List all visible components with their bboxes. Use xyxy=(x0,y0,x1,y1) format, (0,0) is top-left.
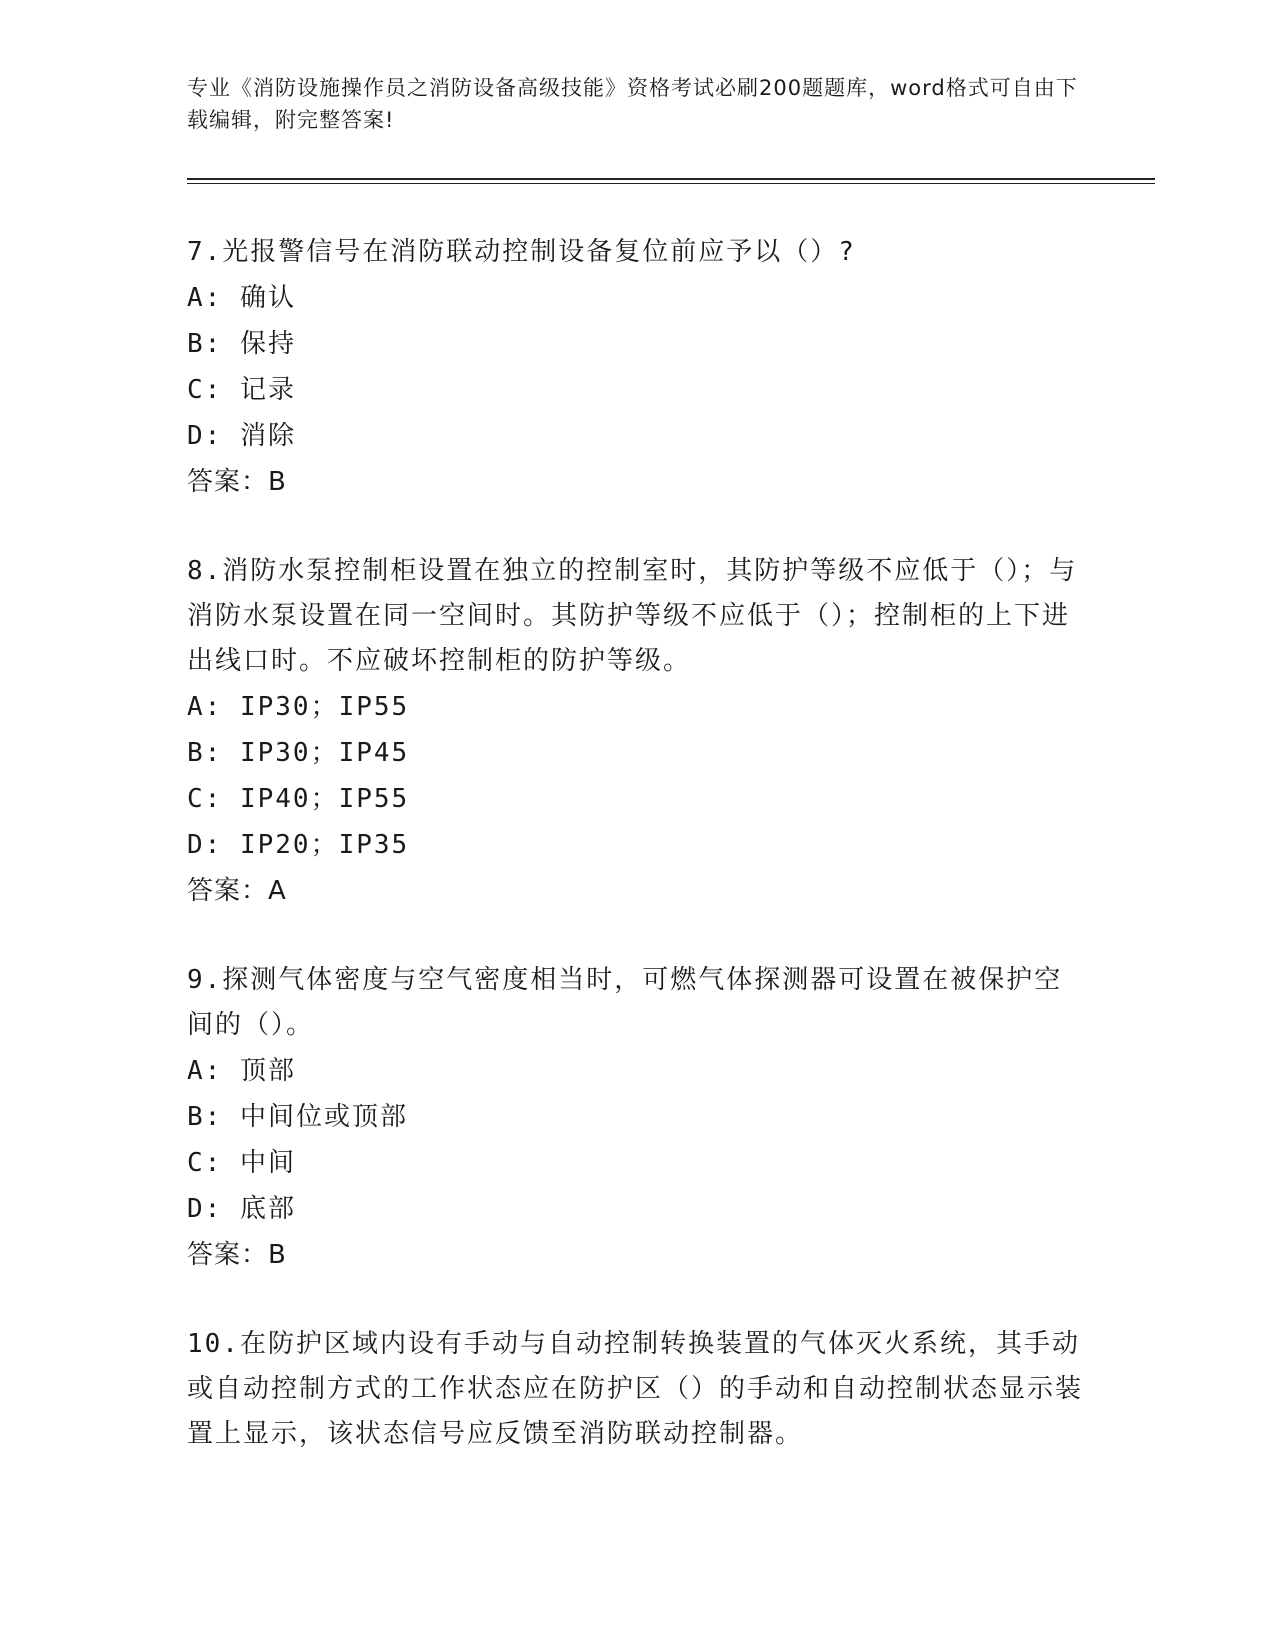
option-a: A: IP30；IP55 xyxy=(187,692,410,722)
option-c: C: IP40；IP55 xyxy=(187,784,410,814)
question-7 xyxy=(187,230,1087,505)
answer-line: 答案：B xyxy=(187,467,287,497)
question-8 xyxy=(187,549,1087,914)
answer-line: 答案：B xyxy=(187,1240,287,1270)
option-b: B: IP30；IP45 xyxy=(187,738,410,768)
option-c: C: 中间 xyxy=(187,1148,296,1178)
option-b: B: 保持 xyxy=(187,329,296,359)
option-d: D: 消除 xyxy=(187,421,296,451)
question-stem: 7.光报警信号在消防联动控制设备复位前应予以（）? xyxy=(187,237,856,267)
document-intro: 专业《消防设施操作员之消防设备高级技能》资格考试必刷200题题库，word格式可自由下载编辑，附完整答案! xyxy=(187,76,1078,132)
header-divider-thin xyxy=(187,183,1155,184)
question-10 xyxy=(187,1322,1087,1457)
option-a: A: 确认 xyxy=(187,283,296,313)
option-a: A: 顶部 xyxy=(187,1056,296,1086)
question-stem: 8.消防水泵控制柜设置在独立的控制室时，其防护等级不应低于（）；与消防水泵设置在同一空间时。其防护等级不应低于（）；控制柜的上下进出线口时。不应破坏控制柜的防护等级。 xyxy=(187,556,1078,676)
answer-line: 答案：A xyxy=(187,876,287,906)
question-9 xyxy=(187,958,1087,1278)
question-stem: 9.探测气体密度与空气密度相当时，可燃气体探测器可设置在被保护空间的（）。 xyxy=(187,965,1063,1040)
header-divider-thick xyxy=(187,178,1155,180)
question-list xyxy=(187,230,1087,1457)
question-stem: 10.在防护区域内设有手动与自动控制转换装置的气体灭火系统，其手动或自动控制方式的工作状态应在防护区（）的手动和自动控制状态显示装置上显示，该状态信号应反馈至消防联动控制器。 xyxy=(187,1329,1084,1449)
option-c: C: 记录 xyxy=(187,375,296,405)
option-d: D: 底部 xyxy=(187,1194,296,1224)
option-b: B: 中间位或顶部 xyxy=(187,1102,408,1132)
option-d: D: IP20；IP35 xyxy=(187,830,410,860)
